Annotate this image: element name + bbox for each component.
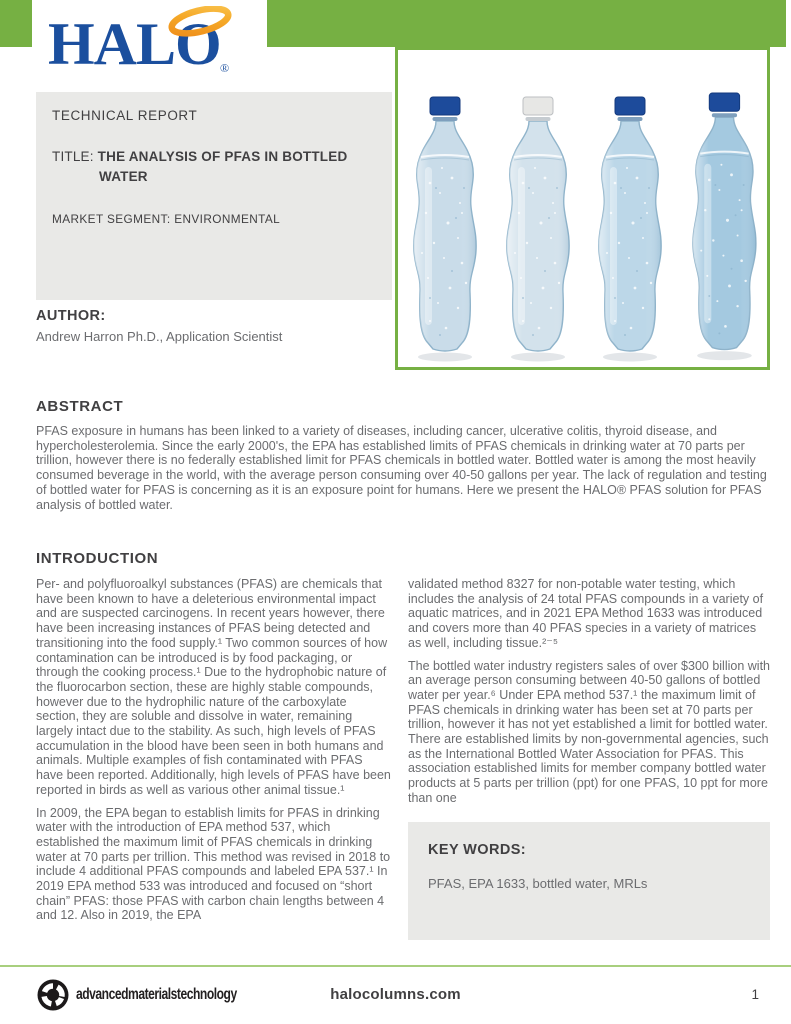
svg-text:HALO: HALO: [48, 11, 221, 77]
report-header-panel: [36, 92, 392, 300]
bottled-water-photo: [395, 47, 770, 370]
amt-company-name: advancedmaterialstechnology: [76, 986, 237, 1003]
keywords-list: PFAS, EPA 1633, bottled water, MRLs: [428, 875, 648, 891]
introduction-right-column: [408, 577, 770, 940]
intro-right-paragraph-2: The bottled water industry registers sales of over $300 billion with an average person consuming between 40-50 gallons of bottled water per year.⁶ Under EPA method 537.¹ the maximum limit of PFAS chemicals in drinking water has been set at 70 parts per trillion, however it has not yet established a limit for bottled water. There are established limits by non-governmental agencies, such as the International Bottled Water Association for PFAS. This association established limits for member company bottled water products at 5 parts per trillion (ppt) for one PFAS, 10 ppt for more than one: [408, 658, 770, 805]
intro-left-paragraph-2: In 2009, the EPA began to establish limits for PFAS in drinking water with the introduction of EPA method 537, which established the maximum limit of PFAS chemicals in drinking water at 70 parts per trillion. This method was revised in 2018 to include 4 additional PFAS compounds and labeled EPA 537.¹ In 2019 EPA method 533 was introduced and focused on “short chain” PFAS: those PFAS with carbon chain lengths between 4 and 12. Also in 2019, the EPA: [36, 805, 391, 923]
introduction-heading: INTRODUCTION: [36, 550, 159, 567]
introduction-left-column: [36, 577, 392, 940]
report-type-label: TECHNICAL REPORT: [52, 108, 198, 123]
keywords-heading: KEY WORDS:: [428, 841, 526, 858]
halo-logo: [32, 0, 267, 80]
abstract-section: [36, 398, 770, 512]
author-heading: AUTHOR:: [36, 308, 106, 324]
website-link[interactable]: halocolumns.com: [330, 986, 461, 1003]
author-name: Andrew Harron Ph.D., Application Scientist: [36, 329, 283, 344]
keywords-panel: [408, 822, 770, 940]
abstract-heading: ABSTRACT: [36, 398, 124, 415]
footer: [0, 978, 791, 1018]
intro-left-paragraph-1: Per- and polyfluoroalkyl substances (PFAS) are chemicals that have been known to have a deleterious environmental impact and are suspected carcinogens. In recent years however, there have been increasing instances of PFAS being detected and transitioning into the food supply.¹ Two common sources of how contamination can be introduced is by food packaging, or through the cooking process.¹ Due to the hydrophobic nature of the fluorocarbon section, these are highly stable compounds, however due to the hydrophilic nature of the carboxylate section, they are soluble and dissolve in water, remaining largely intact due to the stability. As such, high levels of PFAS accumulation in the blood have been seen in both humans and animals. Multiple examples of fish contaminated with PFAS have been reported. Additionally, high levels of PFAS have been reported in birds as well as various other animal tissue.¹: [36, 577, 391, 797]
halo-ring-icon: [48, 6, 258, 78]
report-title: [52, 147, 376, 186]
author-block: [36, 308, 392, 344]
introduction-section: [36, 550, 770, 940]
water-bottles-illustration: [398, 67, 767, 367]
title-text: THE ANALYSIS OF PFAS IN BOTTLED WATER: [97, 149, 348, 184]
intro-right-paragraph-1: validated method 8327 for non-potable water testing, which includes the analysis of 24 total PFAS compounds in a variety of aquatic matrices, and in 2021 EPA Method 1633 was introduced and covers more than 40 PFAS species in a variety of matrices as well, including tissue.²⁻⁵: [408, 577, 764, 650]
svg-text:®: ®: [220, 61, 230, 75]
abstract-body: PFAS exposure in humans has been linked to a variety of diseases, including cancer, ulcerative colitis, thyroid disease, and hypercholesterolemia. Since the early 2000's, the EPA has established limits of PFAS chemicals in drinking water at 70 parts per trillion, however there is no federally established limit for PFAS chemicals in bottled water. Bottled water is among the most heavily consumed beverage in the world, with the average person consuming over 40-50 gallons per year. The lack of regulation and testing of bottled water for PFAS is concerning as it is an exposure point for humans. Here we present the HALO® PFAS solution for PFAS analysis of bottled water.: [36, 424, 767, 512]
title-prefix: TITLE:: [52, 149, 98, 164]
page-number: 1: [751, 987, 759, 1002]
footer-divider: [0, 965, 791, 967]
market-segment-label: MARKET SEGMENT: ENVIRONMENTAL: [52, 212, 281, 227]
